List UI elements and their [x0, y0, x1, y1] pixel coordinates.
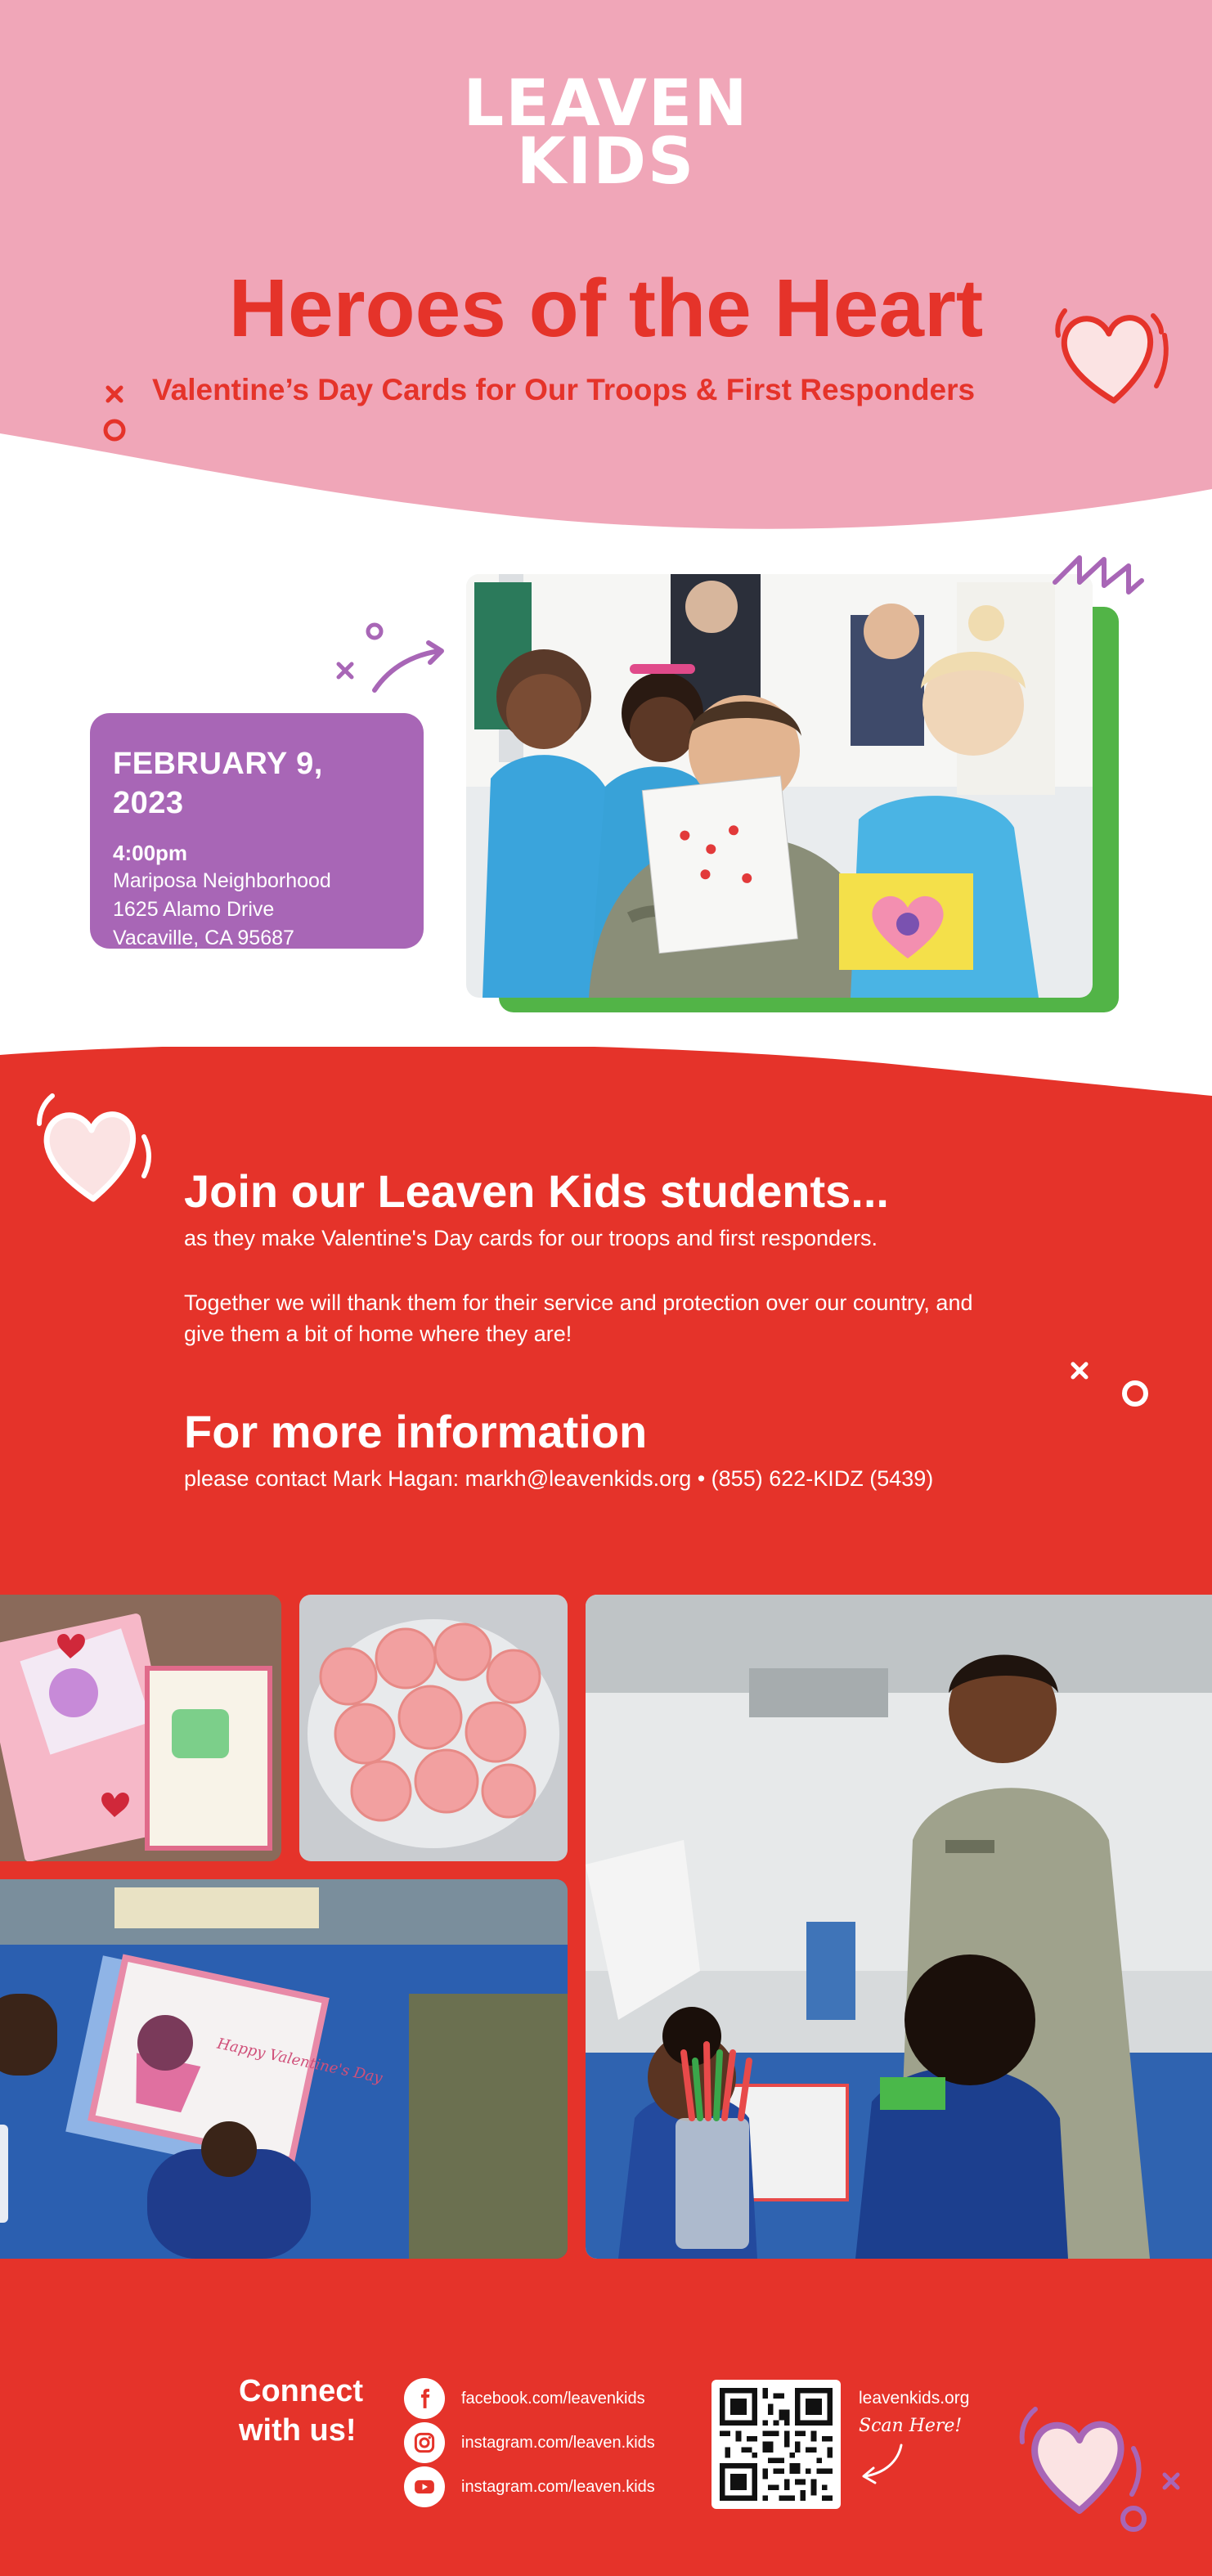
photo-valentine-cards	[0, 1595, 281, 1861]
event-time: 4:00pm	[113, 841, 188, 865]
instagram-icon	[404, 2422, 445, 2463]
connect-label: Connect with us!	[239, 2374, 363, 2448]
social-link-instagram[interactable]	[404, 2422, 698, 2463]
arrow-icon	[855, 2440, 913, 2489]
hero-photo	[466, 574, 1093, 998]
website-text: leavenkids.org	[859, 2389, 970, 2408]
arrow-decoration-icon	[334, 615, 456, 697]
event-address-line1: 1625 Alamo Drive	[113, 898, 275, 921]
logo-line1: LEAVEN	[463, 67, 749, 141]
photo-heart-cookies	[299, 1595, 568, 1861]
logo-line2: KIDS	[516, 125, 696, 199]
youtube-link-text: instagram.com/leaven.kids	[461, 2477, 655, 2496]
youtube-icon	[404, 2466, 445, 2507]
instagram-link-text: instagram.com/leaven.kids	[461, 2433, 655, 2452]
page-title: Heroes of the Heart	[228, 263, 984, 354]
heart-decoration-icon	[1048, 294, 1179, 417]
x-circle-decoration-icon	[100, 383, 149, 448]
contact-line: please contact Mark Hagan: markh@leavenkids.org • (855) 622-KIDZ (5439)	[184, 1466, 934, 1491]
cupcake-card-text: Happy Valentine's Day	[215, 2035, 384, 2087]
facebook-icon	[404, 2378, 445, 2419]
heart-decoration-icon	[29, 1088, 168, 1218]
qr-code[interactable]	[711, 2380, 841, 2509]
qr-code-icon	[720, 2388, 833, 2501]
social-link-youtube[interactable]	[404, 2466, 698, 2507]
social-link-facebook[interactable]	[404, 2378, 698, 2419]
photo-cupcake-card	[0, 1879, 568, 2259]
heart-decoration-icon	[1014, 2388, 1194, 2551]
scribble-decoration-icon	[1047, 550, 1145, 607]
event-date: FEBRUARY 9, 2023	[113, 747, 323, 820]
event-address-line2: Vacaville, CA 95687	[113, 927, 294, 949]
join-subtext: as they make Valentine's Day cards for our troops and first responders.	[184, 1226, 878, 1250]
join-heading: Join our Leaven Kids students...	[184, 1165, 889, 1217]
event-location: Mariposa Neighborhood	[113, 869, 331, 892]
page-subtitle: Valentine’s Day Cards for Our Troops & First Responders	[152, 373, 976, 406]
info-heading: For more information	[184, 1406, 648, 1457]
facebook-link-text: facebook.com/leavenkids	[461, 2389, 645, 2408]
x-circle-decoration-icon	[1068, 1358, 1158, 1407]
photo-classroom	[586, 1595, 1212, 2259]
together-text: Together we will thank them for their service and protection over our country, and give them a bit of home where they are!	[184, 1290, 973, 1346]
scan-here-text: Scan Here!	[859, 2416, 963, 2436]
event-card	[90, 713, 424, 949]
